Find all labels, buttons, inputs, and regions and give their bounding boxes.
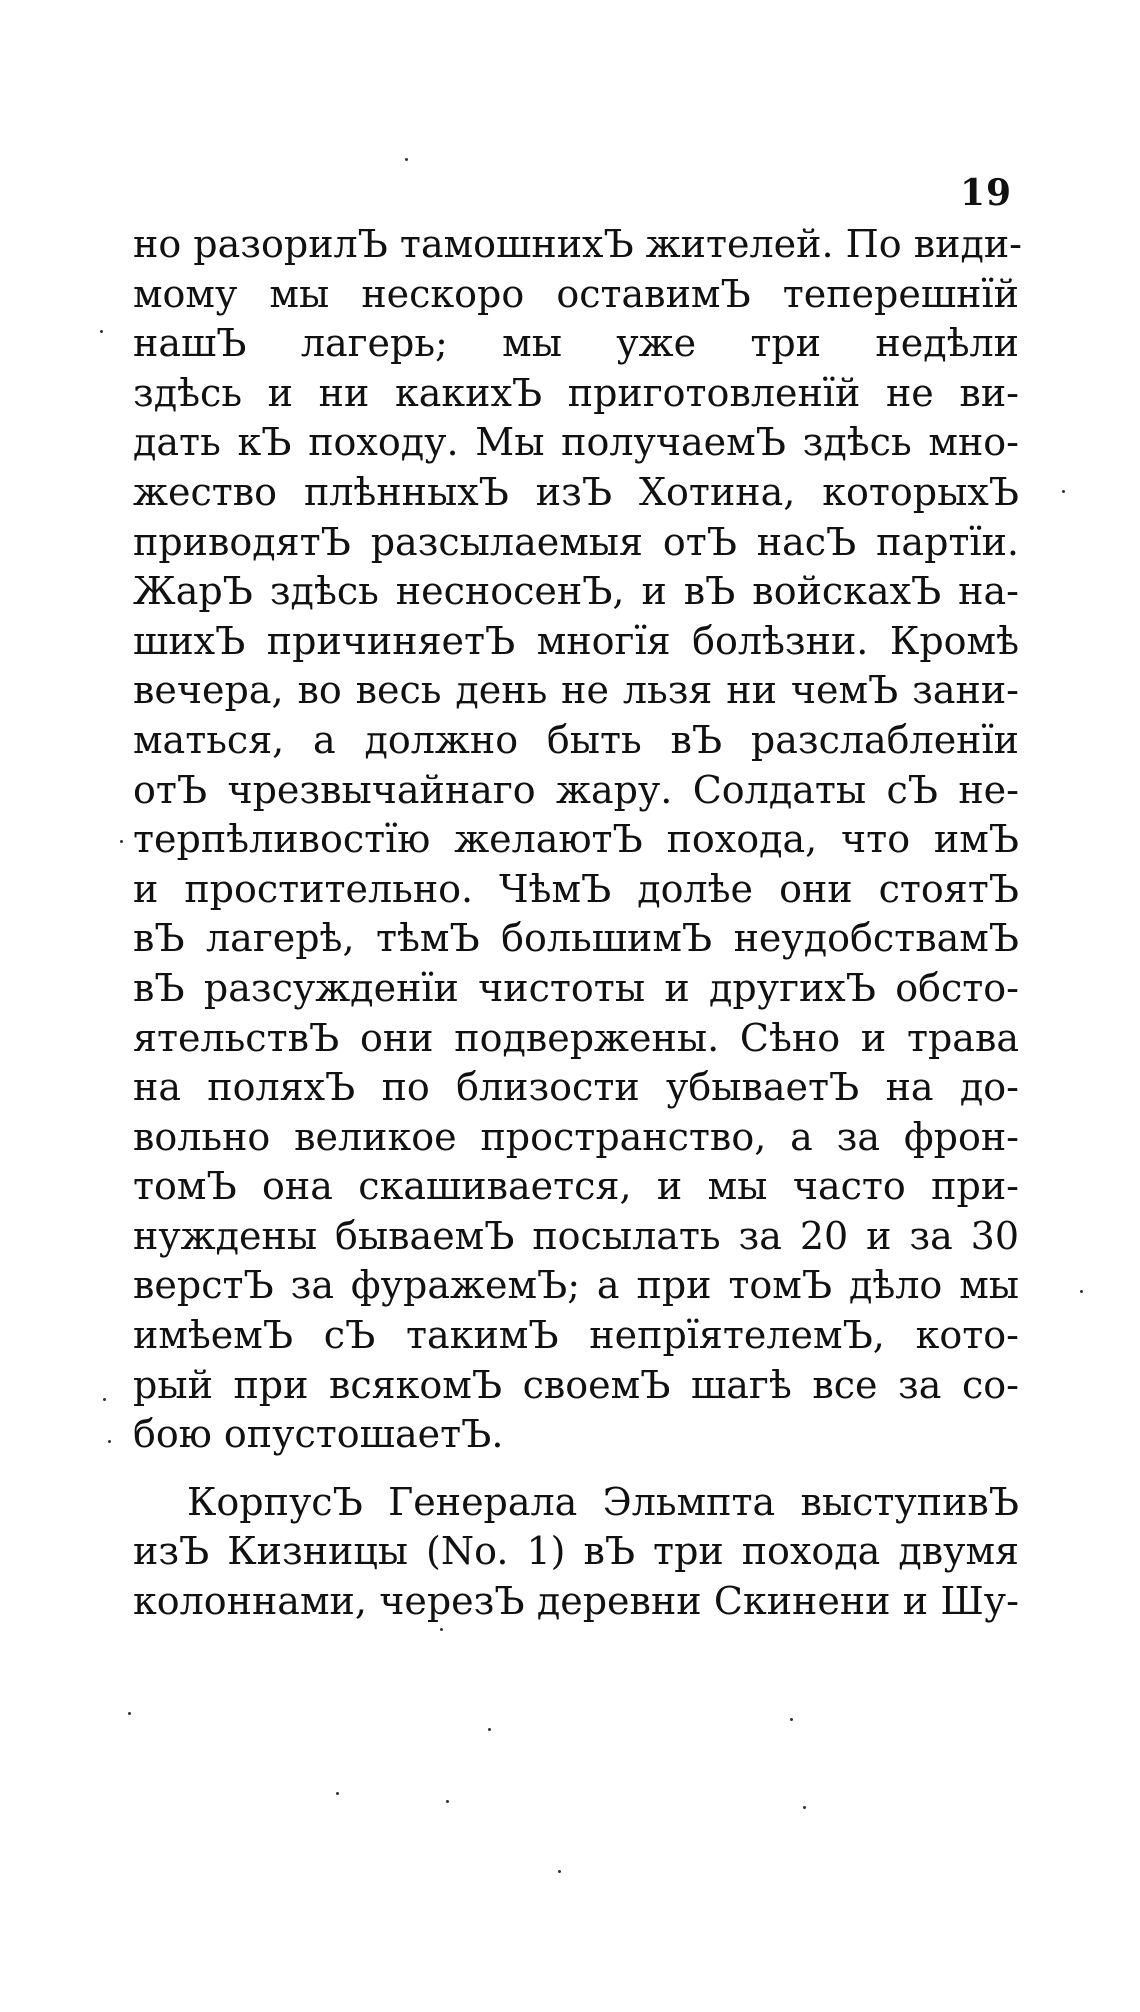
text-line: ЖарЪ здѣсь несносенЪ, и вЪ войскахЪ на- xyxy=(133,569,1019,614)
text-line: дать кЪ походу. Мы получаемЪ здѣсь мно- xyxy=(133,420,1019,465)
text-line: на поляхЪ по близости убываетЪ на до- xyxy=(133,1065,1019,1110)
text-line: томЪ она скашивается, и мы часто при- xyxy=(133,1164,1019,1209)
print-speck xyxy=(790,1718,793,1721)
text-line: маться, а должно быть вЪ разслабленїи xyxy=(133,717,1019,762)
text-line: вЪ разсужденїи чистоты и другихЪ обсто- xyxy=(133,965,1019,1010)
text-line: но разорилЪ тамошнихЪ жителей. По види- xyxy=(133,222,1023,266)
print-speck xyxy=(558,1870,561,1873)
print-speck xyxy=(108,1440,111,1443)
text-line: здѣсь и ни какихЪ приготовленїй не ви- xyxy=(133,370,1019,415)
text-line: шихЪ причиняетЪ многїя болѣзни. Кромѣ xyxy=(133,618,1019,663)
text-line: имѣемЪ сЪ такимЪ непрїятелемЪ, кото- xyxy=(133,1313,1019,1358)
text-line: нашЪ лагерь; мы уже три недѣли xyxy=(133,321,1019,366)
print-speck xyxy=(1062,490,1065,493)
text-line: мому мы нескоро оставимЪ теперешнїй xyxy=(133,271,1019,316)
print-speck xyxy=(440,1628,443,1631)
print-speck xyxy=(446,1800,449,1803)
text-line: ятельствЪ они подвержены. Сѣно и трава xyxy=(133,1015,1019,1060)
paragraph xyxy=(133,220,1023,1460)
text-line: вЪ лагерѣ, тѣмЪ большимЪ неудобствамЪ xyxy=(133,916,1019,961)
print-speck xyxy=(336,1792,339,1795)
text-line: и простительно. ЧѣмЪ долѣе они стоятЪ xyxy=(133,866,1019,911)
paragraph-gap xyxy=(133,1460,1019,1478)
text-line: жество плѣнныхЪ изЪ Хотина, которыхЪ xyxy=(133,469,1019,514)
text-line: отЪ чрезвычайнаго жару. Солдаты сЪ не- xyxy=(133,767,1019,812)
print-speck xyxy=(100,330,103,333)
text-line: изЪ Кизницы (No. 1) вЪ три похода двумя xyxy=(133,1529,1019,1574)
print-speck xyxy=(128,1712,131,1715)
print-speck xyxy=(803,1806,806,1809)
print-speck xyxy=(120,840,123,843)
print-speck xyxy=(103,1398,106,1401)
text-line: рый при всякомЪ своемЪ шагѣ все за со- xyxy=(133,1362,1019,1407)
print-speck xyxy=(405,158,408,161)
text-line: нуждены бываемЪ посылать за 20 и за 30 xyxy=(133,1213,1019,1258)
text-line: терпѣливостїю желаютЪ похода, что имЪ xyxy=(133,817,1019,862)
text-line: вольно великое пространство, а за фрон- xyxy=(133,1114,1019,1159)
print-speck xyxy=(488,1728,491,1731)
text-line: вечера, во весь день не льзя ни чемЪ зани- xyxy=(133,668,1019,713)
body-text xyxy=(133,220,1023,1627)
paragraph xyxy=(133,1478,1019,1627)
text-line: верстЪ за фуражемЪ; а при томЪ дѣло мы xyxy=(133,1263,1019,1308)
text-line: бою опустошаетЪ. xyxy=(133,1412,504,1457)
text-line: колоннами, черезЪ деревни Скинени и Шу- xyxy=(133,1579,1019,1624)
print-speck xyxy=(1080,1290,1083,1293)
text-line: приводятЪ разсылаемыя отЪ насЪ партїи. xyxy=(133,519,1019,564)
text-line: КорпусЪ Генерала Эльмпта выступивЪ xyxy=(187,1479,1019,1524)
page-number: 19 xyxy=(960,172,1013,214)
